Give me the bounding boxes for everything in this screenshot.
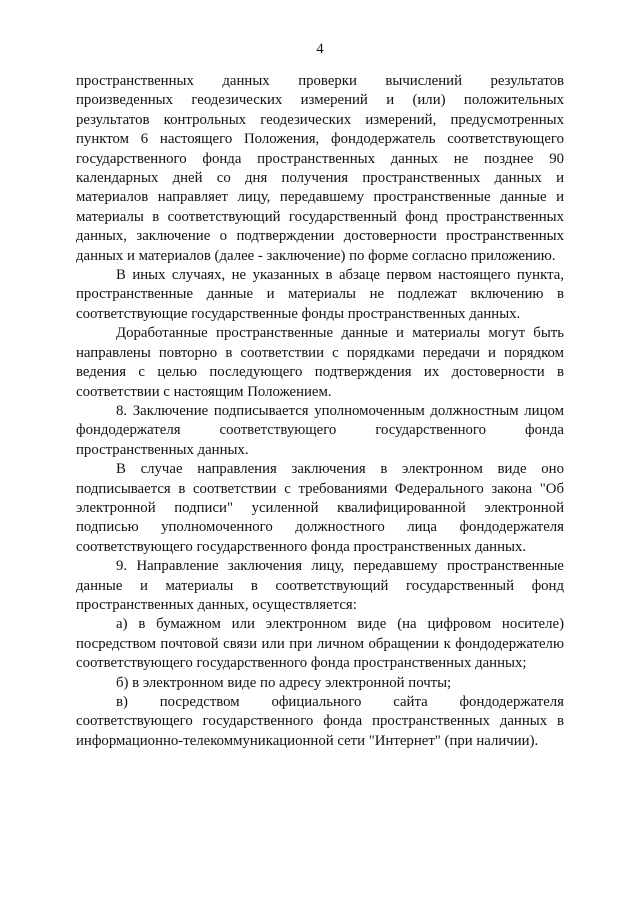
paragraph-item-9v: в) посредством официального сайта фондодержателя соответствующего государственного фонда пространственных данных в информационно-телекоммуникационной сети "Интернет" (при наличии). <box>76 694 564 749</box>
paragraph-revised-data: Доработанные пространственные данные и материалы могут быть направлены повторно в соответствии с порядками передачи и порядком ведения с целью последующего подтверждения их достоверности в соответствии с настоящим Положением. <box>76 325 564 400</box>
body-text <box>76 72 564 751</box>
paragraph-item-8: 8. Заключение подписывается уполномоченным должностным лицом фондодержателя соответствующего государственного фонда пространственных данных. <box>76 402 564 458</box>
paragraph-electronic-signature: В случае направления заключения в электронном виде оно подписывается в соответствии с требованиями Федерального закона "Об электронной подписи" усиленной квалифицированной электронной подписью уполномоченного должностного лица фондодержателя соответствующего государственного фонда пространственных данных. <box>76 461 564 555</box>
page-number: 4 <box>316 41 324 57</box>
paragraph-item-9a: а) в бумажном или электронном виде (на цифровом носителе) посредством почтовой связи или при личном обращении к фондодержателю соответствующего государственного фонда пространственных данных; <box>76 616 564 672</box>
paragraph-item-9b: б) в электронном виде по адресу электронной почты; <box>116 674 452 691</box>
paragraph-continuation: пространственных данных проверки вычислений результатов произведенных геодезических измерений и (или) положительных результатов контрольных геодезических измерений, предусмотренных пунктом 6 настоящего Положения, фондодержатель соответствующего государственного фонда пространственных данных не позднее 90 календарных дней со дня получения пространственных данных и материалов направляет лицу, передавшему пространственные данные и материалы в соответствующий государственный фонд пространственных данных, заключение о подтверждении достоверности пространственных данных и материалов (далее - заключение) по форме согласно приложению. <box>76 73 564 264</box>
paragraph-other-cases: В иных случаях, не указанных в абзаце первом настоящего пункта, пространственные данные и материалы не подлежат включению в соответствующие государственные фонды пространственных данных. <box>76 267 564 322</box>
paragraph-item-9: 9. Направление заключения лицу, передавшему пространственные данные и материалы в соответствующий государственный фонд пространственных данных, осуществляется: <box>76 558 564 613</box>
